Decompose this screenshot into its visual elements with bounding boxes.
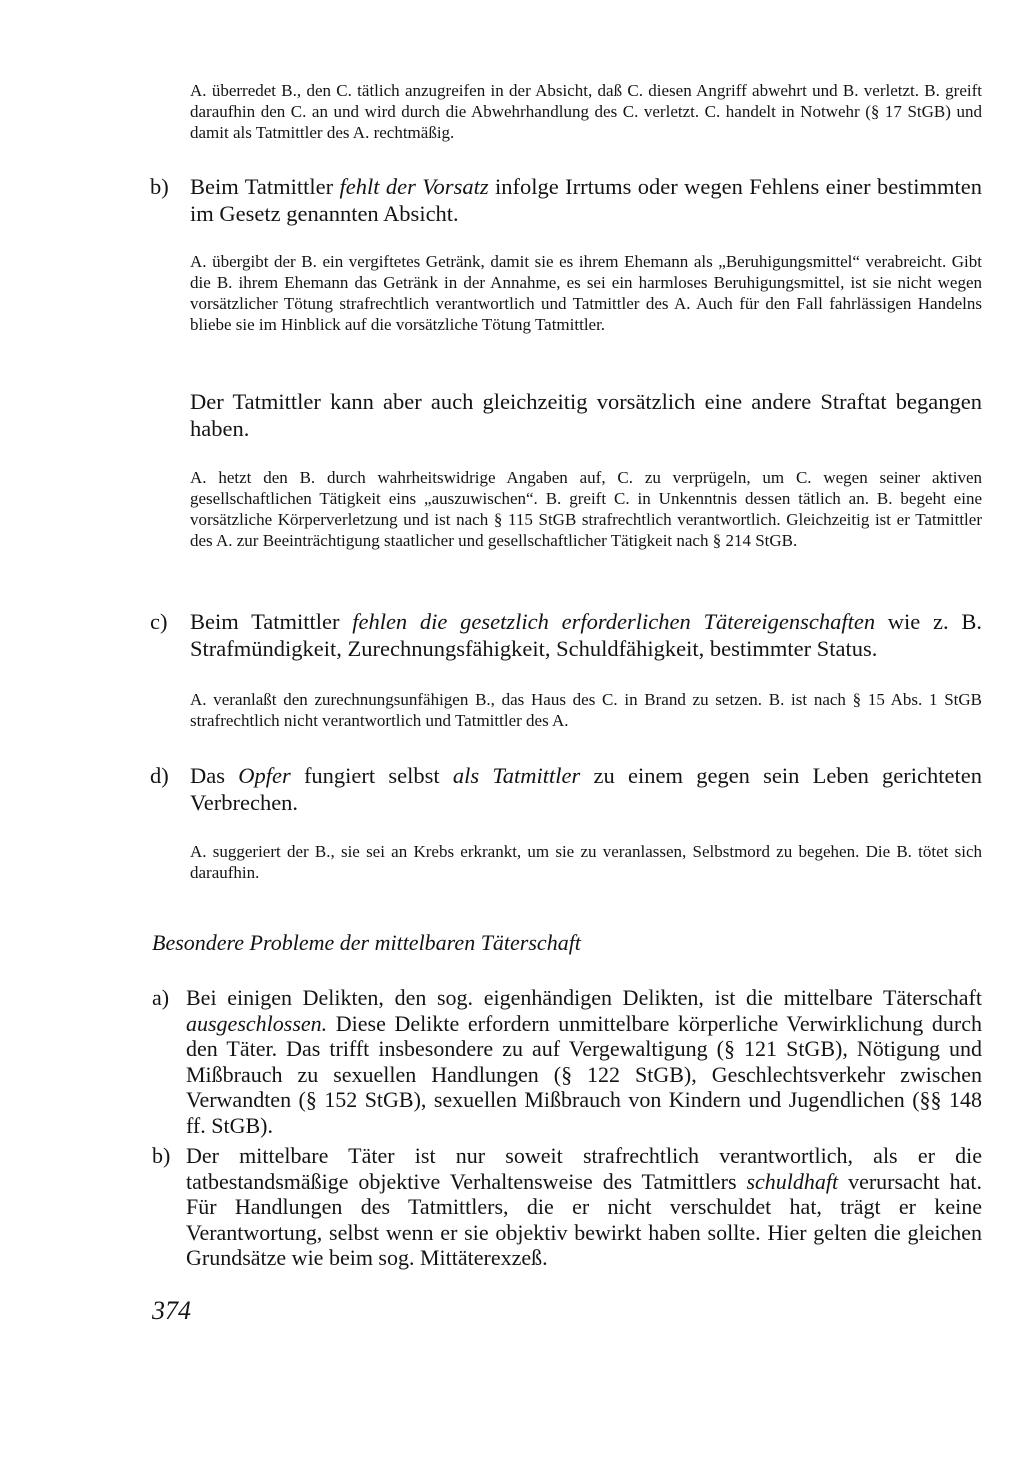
list-item-b [150, 173, 982, 227]
text-run: verursacht hat. Für Handlungen des Tatmittlers, die er nicht verschuldet hat, trägt er keine Verantwortung, selbst wenn er sie objektiv bewirkt haben sollte. Hier gelten die gleichen Grundsätze wie beim sog. Mittäterexzeß. [186, 1168, 982, 1271]
example-paragraph-3: A. hetzt den B. durch wahrheitswidrige Angaben auf, C. zu verprügeln, um C. wegen seiner aktiven gesellschaftlichen Tätigkeit eins „auszuwischen“. B. greift C. in Unkenntnis dessen tätlich an. B. begeht eine vorsätzliche Körperverletzung und ist nach § 115 StGB strafrechtlich verantwortlich. Gleichzeitig ist er Tatmittler des A. zur Beeinträchtigung staatlicher und gesellschaftlicher Tätigkeit nach § 214 StGB. [190, 468, 982, 550]
emphasis: schuldhaft [746, 1168, 839, 1194]
text-run: Der mittelbare Täter ist nur soweit strafrechtlich verantwortlich, als er die tatbestandsmäßige objektive Verhaltensweise des Tatmittlers [186, 1143, 982, 1194]
emphasis: fehlen die gesetzlich erforderlichen Tätereigenschaften [352, 609, 876, 634]
text-run: infolge Irrtums oder wegen Fehlens einer bestimmten im Gesetz genannten Absicht. [190, 174, 982, 226]
list-label: b) [152, 1143, 171, 1168]
text-run: fungiert selbst [290, 763, 453, 788]
list-label: b) [150, 174, 169, 199]
example-paragraph-1: A. überredet B., den C. tätlich anzugreifen in der Absicht, daß C. diesen Angriff abwehrt und B. verletzt. B. greift daraufhin den C. an und wird durch die Abwehrhandlung des C. verletzt. C. handelt in Notwehr (§ 17 StGB) und damit als Tatmittler des A. rechtmäßig. [190, 81, 982, 142]
example-paragraph-2: A. übergibt der B. ein vergiftetes Getränk, damit sie es ihrem Ehemann als „Beruhigungsmittel“ verabreicht. Gibt die B. ihrem Ehemann das Getränk in der Annahme, es sei ein harmloses Beruhigungsmittel, ist sie nicht wegen vorsätzlicher Tötung strafrechtlich verantwortlich und Tatmittler des A. Auch für den Fall fahrlässigen Handelns bliebe sie im Hinblick auf die vorsätzliche Tötung Tatmittler. [190, 252, 982, 334]
example-paragraph-4: A. veranlaßt den zurechnungsunfähigen B., das Haus des C. in Brand zu setzen. B. ist nach § 15 Abs. 1 StGB strafrechtlich nicht verantwortlich und Tatmittler des A. [190, 690, 982, 730]
emphasis: ausgeschlossen. [186, 1010, 328, 1036]
list-text [190, 173, 982, 227]
page-number: 374 [152, 1296, 191, 1325]
list-text [186, 1143, 982, 1271]
example-paragraph-5: A. suggeriert der B., sie sei an Krebs erkrankt, um sie zu veranlassen, Selbstmord zu begehen. Die B. tötet sich daraufhin. [190, 842, 982, 882]
problem-item-b [152, 1143, 982, 1271]
emphasis: als Tatmittler [452, 763, 581, 788]
problem-item-a [152, 985, 982, 1139]
text-run: wie z. B. Strafmündigkeit, Zurechnungsfähigkeit, Schuldfähigkeit, bestimmter Status. [190, 609, 982, 661]
text-run: Bei einigen Delikten, den sog. eigenhändigen Delikten, ist die mittelbare Täterschaft [186, 985, 982, 1010]
body-paragraph-1: Der Tatmittler kann aber auch gleichzeitig vorsätzlich eine andere Straftat begangen haben. [190, 389, 982, 441]
list-text [190, 762, 982, 816]
text-run: Das [190, 763, 239, 788]
section-heading: Besondere Probleme der mittelbaren Täterschaft [152, 930, 581, 955]
text-run: Beim Tatmittler [190, 174, 340, 199]
list-label: d) [150, 763, 169, 788]
text-run: Beim Tatmittler [190, 609, 353, 634]
text-run: zu einem gegen sein Leben gerichteten Verbrechen. [190, 763, 982, 815]
emphasis: Opfer [238, 763, 291, 788]
list-text [186, 985, 982, 1139]
list-label: c) [150, 609, 168, 634]
list-label: a) [152, 985, 170, 1010]
text-run: Diese Delikte erfordern unmittelbare körperliche Verwirklichung durch den Täter. Das trifft insbesondere zu auf Vergewaltigung (§ 121 StGB), Nötigung und Mißbrauch zu sexuellen Handlungen (§ 122 StGB), Geschlechtsverkehr zwischen Verwandten (§ 152 StGB), sexuellen Mißbrauch von Kindern und Jugendlichen (§§ 148 ff. StGB). [186, 1010, 982, 1138]
list-item-c [150, 608, 982, 662]
list-item-d [150, 762, 982, 816]
list-text [190, 608, 982, 662]
emphasis: fehlt der Vorsatz [339, 174, 489, 199]
